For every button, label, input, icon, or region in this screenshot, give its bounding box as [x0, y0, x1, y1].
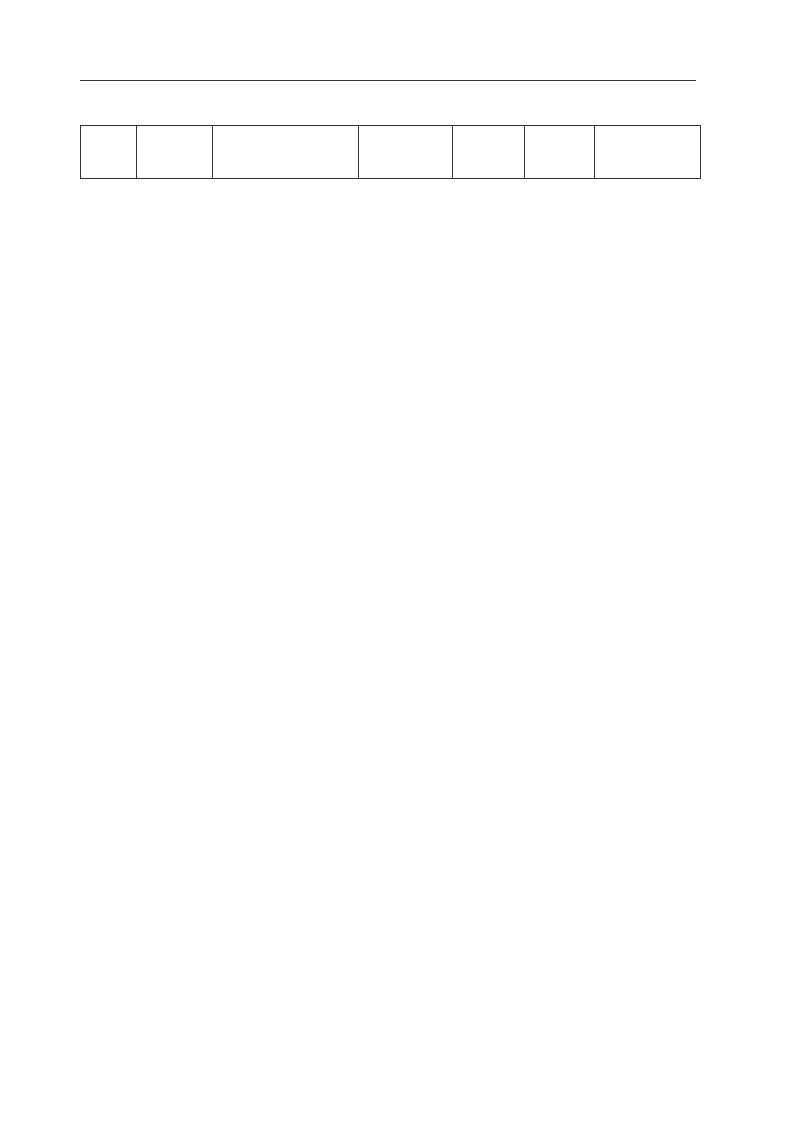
- header-sample-type: [81, 126, 137, 179]
- header-item: [213, 126, 359, 179]
- header-category: [137, 126, 213, 179]
- header-base-price: [359, 126, 453, 179]
- page-header: [80, 58, 696, 81]
- header-final-price: [595, 126, 701, 179]
- header-tax-rate: [525, 126, 595, 179]
- header-discount: [453, 126, 525, 179]
- table-header-row: [81, 126, 701, 179]
- testing-items-table: [80, 125, 701, 179]
